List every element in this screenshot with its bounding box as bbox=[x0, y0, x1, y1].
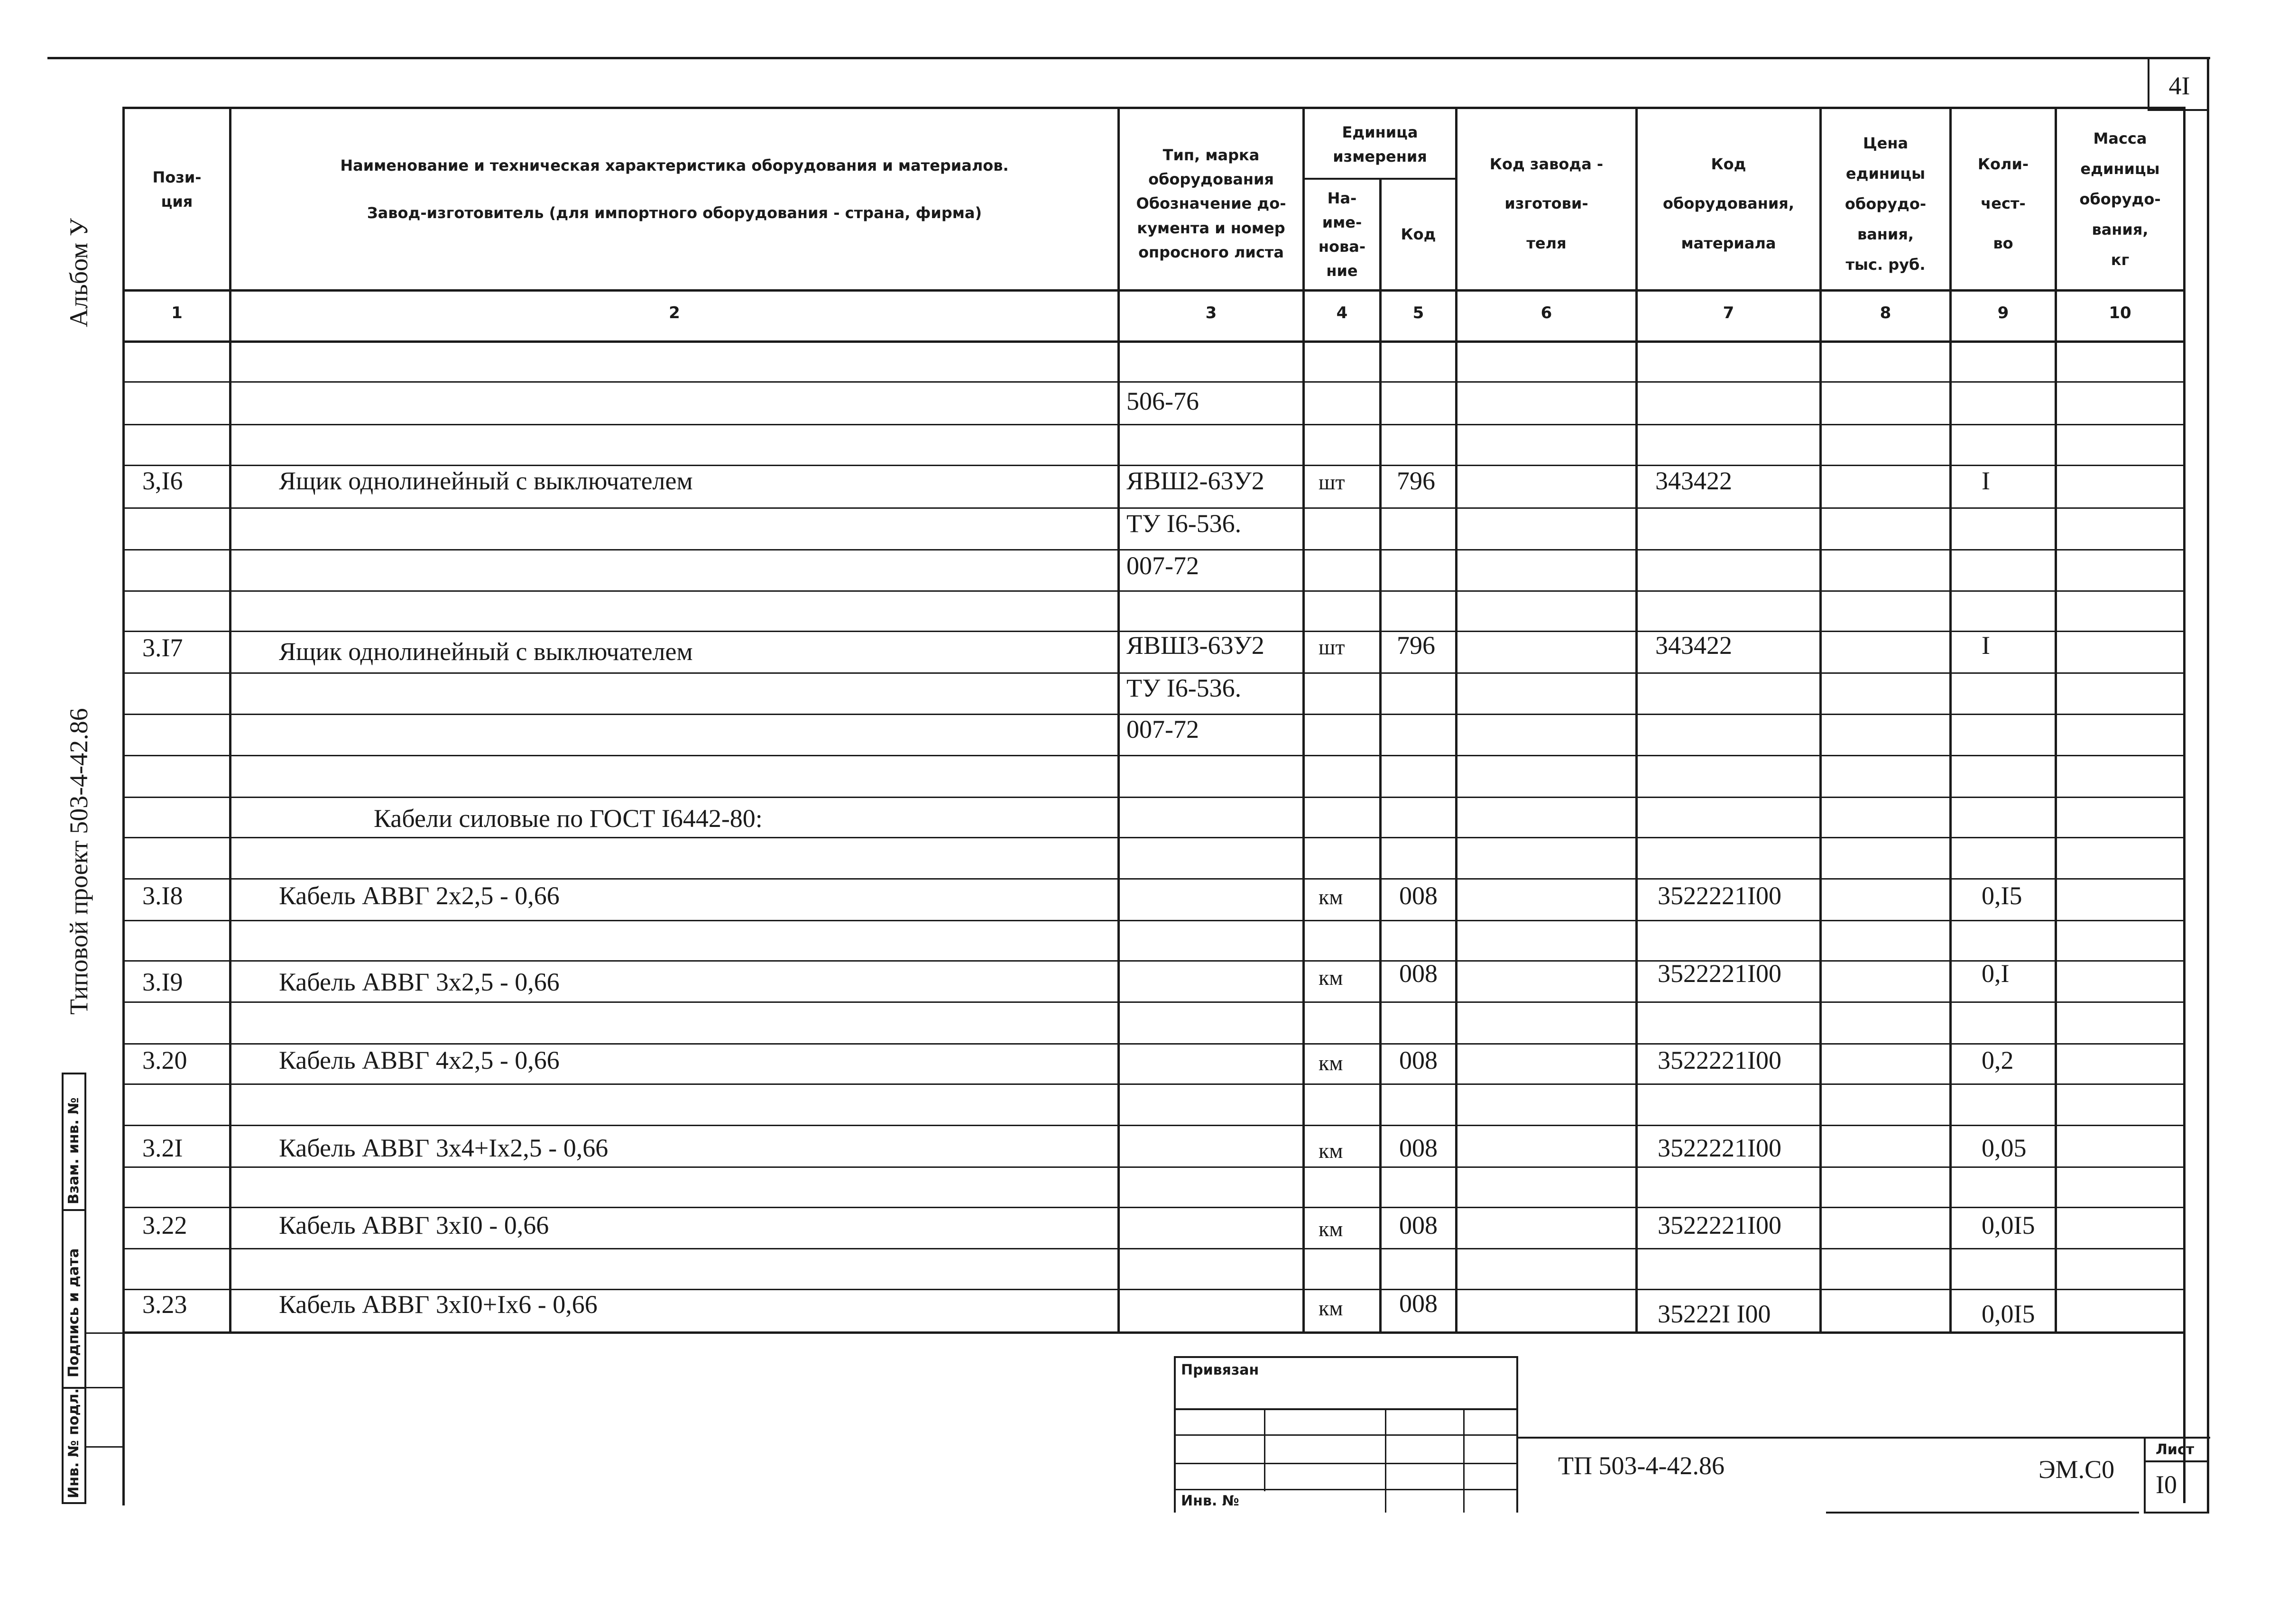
col-number-2: 2 bbox=[669, 303, 680, 322]
row-name: Кабель АВВГ 2х2,5 - 0,66 bbox=[279, 881, 560, 910]
margin-album: Альбом У bbox=[65, 218, 93, 327]
row-code: 796 bbox=[1397, 467, 1435, 495]
header-factory-code: Код завода - изготови- теля bbox=[1489, 155, 1604, 252]
row-type: ТУ I6-536. bbox=[1126, 674, 1242, 702]
section-heading: Кабели силовые по ГОСТ I6442-80: bbox=[374, 804, 763, 833]
header-mass: Масса единицы оборудо- вания, кг bbox=[2079, 129, 2161, 269]
row-position: 3.23 bbox=[142, 1290, 187, 1319]
row-name: Ящик однолинейный с выключателем bbox=[279, 467, 693, 495]
row-material-code: 3522221I00 bbox=[1658, 1211, 1781, 1239]
row-code: 008 bbox=[1399, 1289, 1438, 1318]
row-code: 008 bbox=[1399, 1134, 1438, 1162]
document-code: ТП 503-4-42.86 bbox=[1558, 1451, 1725, 1480]
sheet-number: I0 bbox=[2156, 1470, 2177, 1499]
row-material-code: 3522221I00 bbox=[1658, 959, 1781, 988]
row-material-code: 343422 bbox=[1655, 467, 1732, 495]
col-number-1: 1 bbox=[171, 303, 183, 322]
row-position: 3.I9 bbox=[142, 968, 183, 996]
row-type: 007-72 bbox=[1126, 551, 1199, 580]
section-code: ЭМ.С0 bbox=[2038, 1455, 2115, 1484]
row-material-code: 3522221I00 bbox=[1658, 881, 1781, 910]
row-type: 506-76 bbox=[1126, 387, 1199, 415]
table-body-bottom bbox=[122, 1331, 2186, 1334]
row-material-code: 3522221I00 bbox=[1658, 1134, 1781, 1162]
row-unit: км bbox=[1319, 1138, 1343, 1163]
right-border bbox=[2207, 58, 2209, 1514]
row-unit: км bbox=[1319, 1217, 1343, 1241]
stamp-original-inv: Инв. № подл. bbox=[65, 1388, 82, 1498]
row-position: 3,I6 bbox=[142, 467, 183, 495]
top-border bbox=[47, 57, 2210, 59]
page-number: 4I bbox=[2168, 72, 2190, 100]
col-number-7: 7 bbox=[1723, 303, 1734, 322]
row-name: Кабель АВВГ 3хI0 - 0,66 bbox=[279, 1211, 549, 1239]
col-number-6: 6 bbox=[1540, 303, 1552, 322]
table-right bbox=[2183, 109, 2186, 1503]
row-quantity: 0,I bbox=[1982, 959, 2010, 988]
row-type: ТУ I6-536. bbox=[1126, 509, 1242, 538]
row-quantity: 0,I5 bbox=[1982, 881, 2022, 910]
row-unit: км bbox=[1319, 885, 1343, 909]
header-unit-name: На- име- нова- ние bbox=[1318, 189, 1366, 280]
row-name: Кабель АВВГ 3х4+Iх2,5 - 0,66 bbox=[279, 1134, 609, 1162]
row-code: 008 bbox=[1399, 959, 1438, 988]
row-unit: км bbox=[1319, 1296, 1343, 1320]
header-price: Цена единицы оборудо- вания, тыс. руб. bbox=[1845, 134, 1927, 274]
row-quantity: I bbox=[1982, 631, 1990, 660]
row-unit: км bbox=[1319, 965, 1343, 990]
row-name: Ящик однолинейный с выключателем bbox=[279, 637, 693, 666]
row-quantity: 0,2 bbox=[1982, 1046, 2014, 1074]
row-code: 796 bbox=[1397, 631, 1435, 660]
sheet-label: Лист bbox=[2156, 1441, 2195, 1458]
title-block-inv: Инв. № bbox=[1181, 1493, 1239, 1509]
row-material-code: 3522221I00 bbox=[1658, 1046, 1781, 1074]
row-name: Кабель АВВГ 3хI0+Iх6 - 0,66 bbox=[279, 1290, 598, 1319]
header-position: Пози- ция bbox=[152, 168, 202, 211]
col-number-8: 8 bbox=[1880, 303, 1891, 322]
col-number-5: 5 bbox=[1412, 303, 1424, 322]
row-name: Кабель АВВГ 4х2,5 - 0,66 bbox=[279, 1046, 560, 1074]
row-material-code: 343422 bbox=[1655, 631, 1732, 660]
col-number-9: 9 bbox=[1997, 303, 2009, 322]
row-position: 3.I7 bbox=[142, 633, 183, 662]
header-quantity: Коли- чест- во bbox=[1977, 155, 2029, 252]
table-top bbox=[122, 107, 2186, 109]
row-code: 008 bbox=[1399, 1046, 1438, 1074]
row-type: 007-72 bbox=[1126, 715, 1199, 743]
row-quantity: 0,0I5 bbox=[1982, 1211, 2035, 1239]
row-quantity: 0,05 bbox=[1982, 1134, 2027, 1162]
title-block-bound: Привязан bbox=[1181, 1362, 1259, 1378]
stamp-signature-date: Подпись и дата bbox=[65, 1248, 82, 1377]
row-type: ЯВШ2-63У2 bbox=[1126, 467, 1264, 495]
header-unit-code: Код bbox=[1401, 225, 1436, 244]
margin-project: Типовой проект 503-4-42.86 bbox=[65, 708, 93, 1015]
col-number-4: 4 bbox=[1336, 303, 1348, 322]
stamp-replace-inv: Взам. инв. № bbox=[65, 1097, 82, 1204]
row-material-code: 35222I I00 bbox=[1658, 1300, 1771, 1328]
row-unit: шт bbox=[1319, 635, 1345, 659]
header-type: Тип, марка оборудования Обозначение до- кумента и номер опросного листа bbox=[1136, 146, 1286, 261]
row-position: 3.2I bbox=[142, 1134, 183, 1162]
row-position: 3.22 bbox=[142, 1211, 187, 1239]
header-name-line1: Наименование и техническая характеристика оборудования и материалов. bbox=[340, 156, 1009, 175]
row-unit: шт bbox=[1319, 470, 1345, 494]
row-unit: км bbox=[1319, 1051, 1343, 1075]
row-type: ЯВШ3-63У2 bbox=[1126, 631, 1264, 660]
row-quantity: 0,0I5 bbox=[1982, 1300, 2035, 1328]
row-quantity: I bbox=[1982, 467, 1990, 495]
row-code: 008 bbox=[1399, 881, 1438, 910]
row-name: Кабель АВВГ 3х2,5 - 0,66 bbox=[279, 968, 560, 996]
header-name-line2: Завод-изготовитель (для импортного оборудования - страна, фирма) bbox=[367, 204, 982, 222]
row-code: 008 bbox=[1399, 1211, 1438, 1239]
col-number-10: 10 bbox=[2109, 303, 2131, 322]
header-unit-group: Единица измерения bbox=[1333, 123, 1427, 165]
header-material-code: Код оборудования, материала bbox=[1663, 155, 1794, 252]
row-position: 3.20 bbox=[142, 1046, 187, 1074]
row-position: 3.I8 bbox=[142, 881, 183, 910]
col-number-3: 3 bbox=[1205, 303, 1217, 322]
